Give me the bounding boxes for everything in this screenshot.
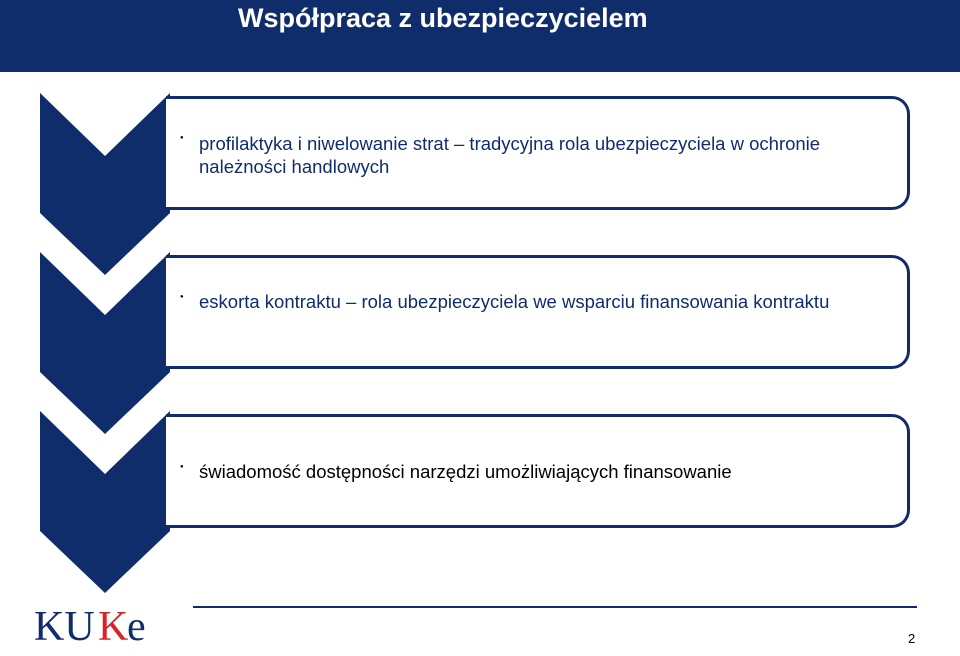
page-number: 2	[908, 631, 916, 646]
process-text-3: świadomość dostępności narzędzi umożliwiających finansowanie	[199, 461, 732, 482]
kuke-logo	[34, 602, 174, 648]
svg-text:KU: KU	[34, 604, 95, 648]
footer-divider	[193, 606, 917, 608]
bullet-1: ●	[180, 135, 184, 141]
chevron-2	[40, 252, 170, 434]
chevron-1	[40, 93, 170, 275]
bullet-3: ●	[180, 464, 184, 470]
svg-text:K: K	[98, 604, 129, 648]
bullet-2: ●	[180, 294, 184, 300]
svg-text:e: e	[127, 604, 146, 648]
chevron-3	[40, 411, 170, 593]
process-text-1: profilaktyka i niwelowanie strat – tradycyjna rola ubezpieczyciela w ochronie należności handlowych	[199, 133, 821, 177]
slide-title: Współpraca z ubezpieczycielem	[238, 3, 648, 33]
process-text-2: eskorta kontraktu – rola ubezpieczyciela we wsparciu finansowania kontraktu	[199, 291, 830, 312]
